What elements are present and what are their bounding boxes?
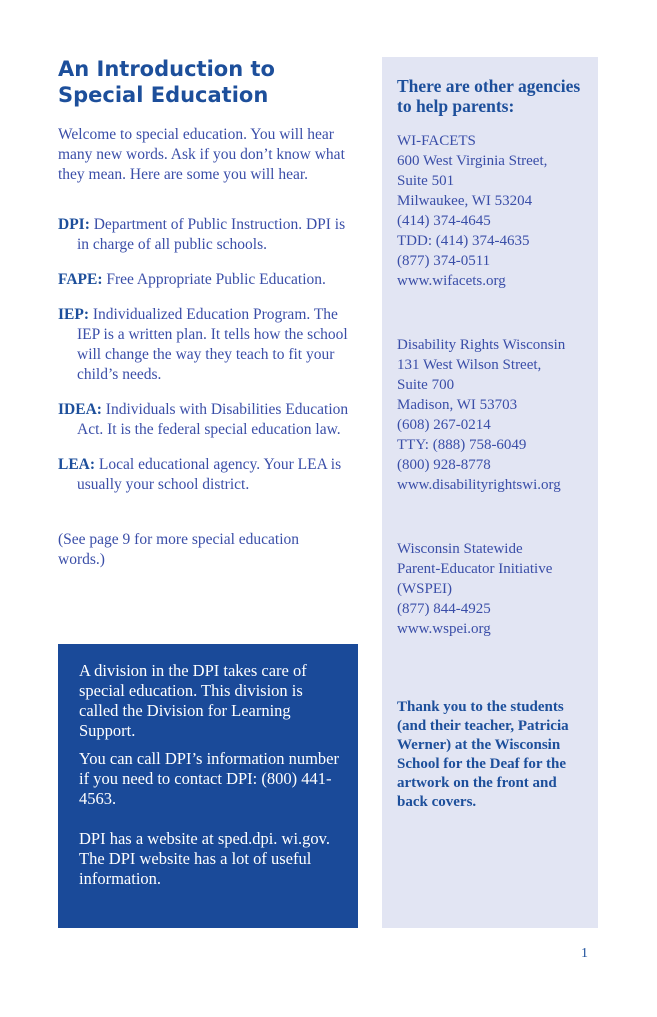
page-title-line-2: Special Education — [58, 83, 269, 107]
agency-website: www.wspei.org — [397, 621, 491, 637]
agency-phone: (800) 928-8778 — [397, 457, 491, 473]
definition-term: FAPE: — [58, 271, 103, 288]
agency-address-line: Madison, WI 53703 — [397, 397, 518, 413]
agency-name: WI-FACETS — [397, 133, 476, 149]
definition-text: Local educational agency. Your LEA is usually your school district. — [77, 456, 342, 493]
definition-text: Individualized Education Program. The IEP is a written plan. It tells how the school will change the way they teach to fit your child’s needs. — [77, 306, 348, 383]
agency-phone: (414) 374-4645 — [397, 213, 491, 229]
definition-idea — [58, 400, 358, 440]
agency-address-line: Suite 501 — [397, 173, 455, 189]
definition-iep — [58, 305, 358, 385]
agency-phone: (608) 267-0214 — [397, 417, 491, 433]
agency-website: www.disabilityrightswi.org — [397, 477, 561, 493]
intro-paragraph: Welcome to special education. You will hear many new words. Ask if you don’t know what they mean. Here are some you will hear. — [58, 126, 345, 183]
agency-name: Wisconsin Statewide — [397, 541, 523, 557]
definition-fape — [58, 270, 358, 290]
agency-tty: TTY: (888) 758-6049 — [397, 437, 527, 453]
definition-dpi — [58, 215, 358, 255]
agencies-sidebar — [382, 57, 598, 928]
agency-website: www.wifacets.org — [397, 273, 506, 289]
definition-term: IDEA: — [58, 401, 102, 418]
dpi-phone-paragraph: You can call DPI’s information number if you need to contact DPI: (800) 441-4563. — [79, 749, 339, 808]
agency-address-line: 600 West Virginia Street, — [397, 153, 548, 169]
agency-name: Parent-Educator Initiative — [397, 561, 553, 577]
dpi-info-box — [58, 644, 358, 928]
definition-term: LEA: — [58, 456, 96, 473]
dpi-website-paragraph: DPI has a website at sped.dpi. wi.gov. The DPI website has a lot of useful information. — [79, 829, 330, 888]
agency-wi-facets — [397, 131, 588, 291]
page-number: 1 — [581, 946, 588, 961]
page-title — [58, 56, 358, 108]
agency-address-line: Milwaukee, WI 53204 — [397, 193, 533, 209]
definition-lea — [58, 455, 358, 495]
definition-term: DPI: — [58, 216, 90, 233]
agency-tdd: TDD: (414) 374-4635 — [397, 233, 530, 249]
sidebar-heading: There are other agencies to help parents: — [397, 76, 581, 116]
definition-text: Individuals with Disabilities Education Act. It is the federal special education law. — [77, 401, 349, 438]
agency-address-line: 131 West Wilson Street, — [397, 357, 542, 373]
agency-phone: (877) 374-0511 — [397, 253, 491, 269]
definition-term: IEP: — [58, 306, 89, 323]
thanks-note: Thank you to the students (and their teacher, Patricia Werner) at the Wisconsin School for the Deaf for the artwork on the front and back covers. — [397, 699, 569, 810]
agency-wspei — [397, 539, 588, 639]
definition-text: Department of Public Instruction. DPI is in charge of all public schools. — [77, 216, 346, 253]
see-page-note: (See page 9 for more special education words.) — [58, 531, 300, 568]
agency-name: Disability Rights Wisconsin — [397, 337, 566, 353]
agency-disability-rights — [397, 335, 588, 495]
agency-phone: (877) 844-4925 — [397, 601, 491, 617]
definitions-list — [58, 215, 358, 510]
agency-address-line: Suite 700 — [397, 377, 455, 393]
agency-abbreviation: (WSPEI) — [397, 581, 452, 597]
dpi-info-paragraph: A division in the DPI takes care of special education. This division is called the Division for Learning Support. — [79, 661, 307, 740]
page-title-line-1: An Introduction to — [58, 57, 275, 81]
definition-text: Free Appropriate Public Education. — [106, 271, 326, 288]
